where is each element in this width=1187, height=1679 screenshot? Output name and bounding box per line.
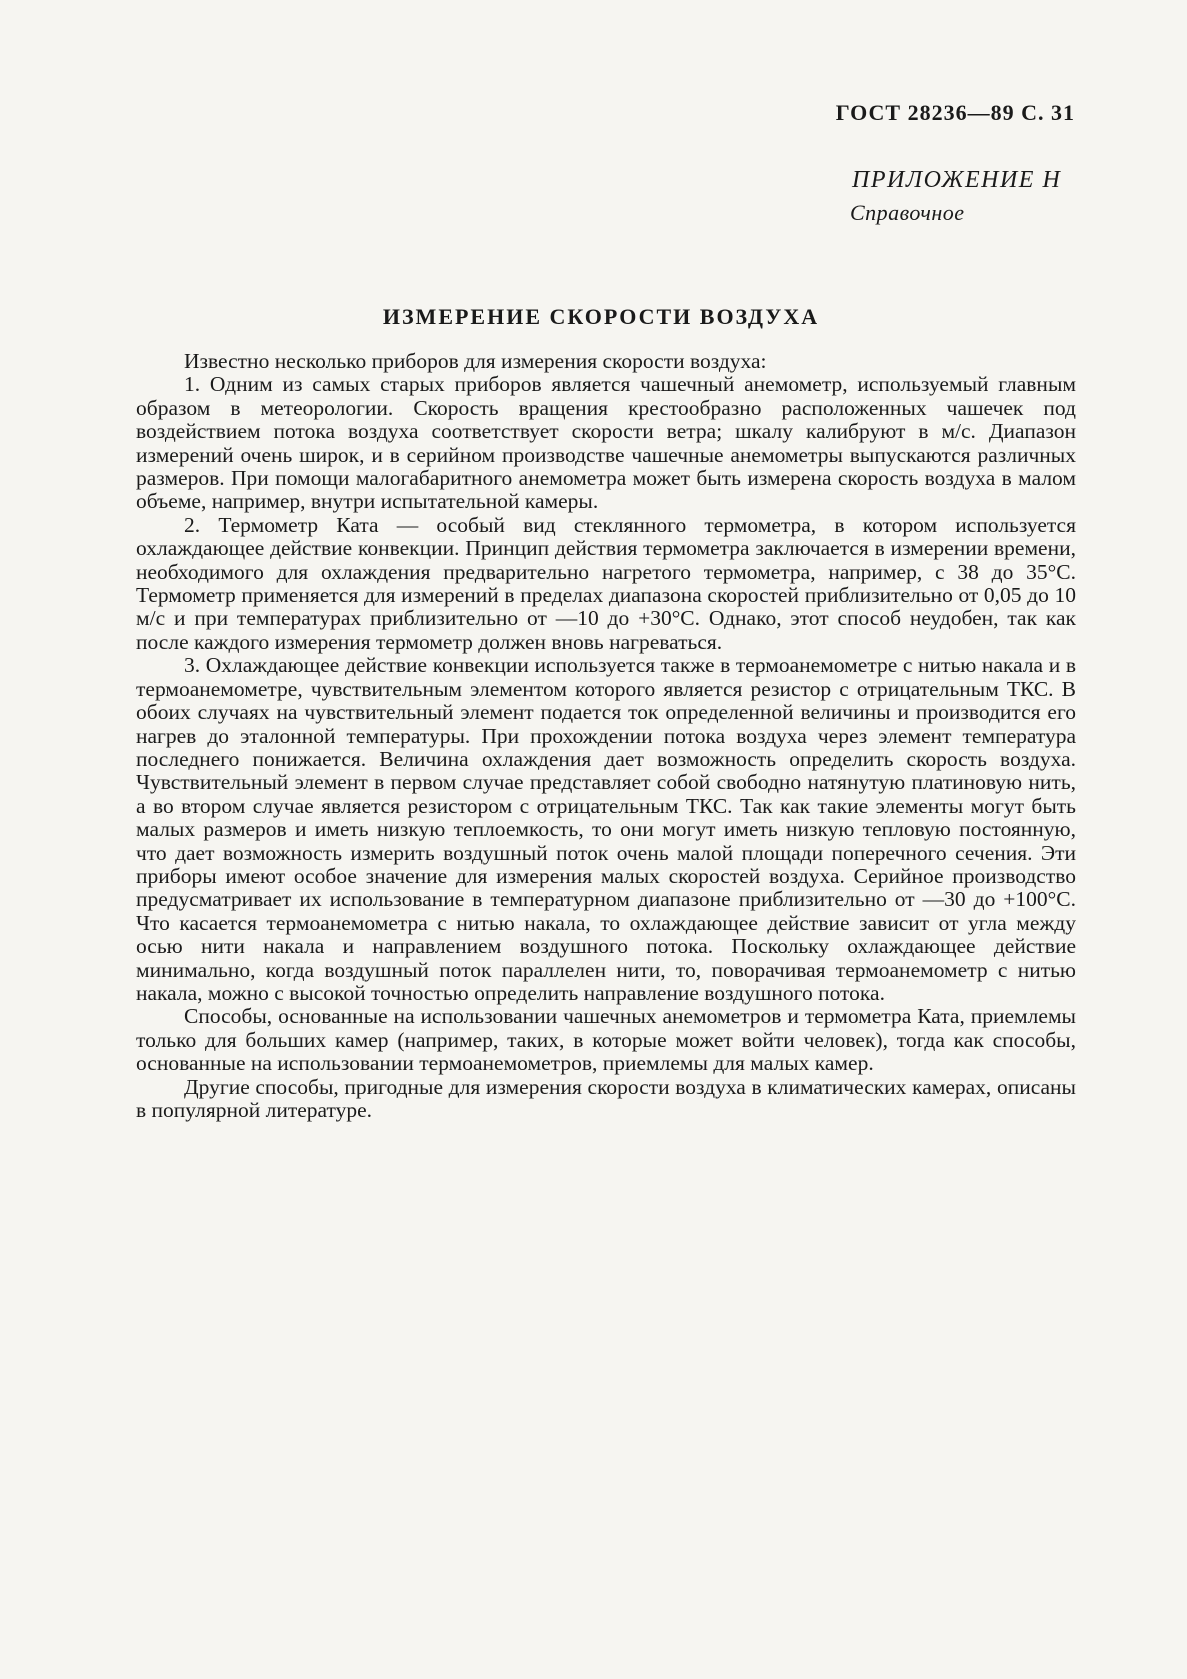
appendix-type: Справочное — [850, 200, 965, 225]
paragraph-kata-thermometer: 2. Термометр Ката — особый вид стеклянного термометра, в котором используется охлаждающее действие конвекции. Принцип действия термометра заключается в измерении времени, необходимого для охлаждения предварительно нагретого термометра, например, с 38 до 35°С. Термометр применяется для измерений в пределах диапазона скоростей приблизительно от 0,05 до 10 м/с и при температурах приблизительно от —10 до +30°С. Однако, этот способ неудобен, так как после каждого измерения термометр должен вновь нагреваться. — [136, 512, 1076, 654]
body-text — [136, 350, 1076, 1122]
paragraph-cup-anemometer: 1. Одним из самых старых приборов является чашечный анемометр, используемый главным образом в метеорологии. Скорость вращения крестообразно расположенных чашечек под воздействием потока воздуха соответствует скорости ветра; шкалу калибруют в м/с. Диапазон измерений очень широк, и в серийном производстве чашечные анемометры выпускаются различных размеров. При помощи малогабаритного анемометра может быть измерена скорость воздуха в малом объеме, например, внутри испытательной камеры. — [136, 372, 1076, 514]
paragraph-thermoanemometer: 3. Охлаждающее действие конвекции используется также в термоанемометре с нитью накала и в термоанемометре, чувствительным элементом которого является резистор с отрицательным ТКС. В обоих случаях на чувствительный элемент подается ток определенной величины и производится его нагрев до эталонной температуры. При прохождении потока воздуха через элемент температура последнего понижается. Величина охлаждения дает возможность определить скорость воздуха. Чувствительный элемент в первом случае представляет собой свободно натянутую платиновую нить, а во втором случае является резистором с отрицательным ТКС. Так как такие элементы могут быть малых размеров и иметь низкую теплоемкость, то они могут иметь низкую тепловую постоянную, что дает возможность измерить воздушный поток очень малой площади поперечного сечения. Эти приборы имеют особое значение для измерения малых скоростей воздуха. Серийное производство предусматривает их использование в температурном диапазоне приблизительно от —30 до +100°С. Что касается термоанемометра с нитью накала, то охлаждающее действие зависит от угла между осью нити накала и направлением воздушного потока. Поскольку охлаждающее действие минимально, когда воздушный поток параллелен нити, то, поворачивая термоанемометр с нитью накала, можно с высокой точностью определить направление воздушного потока. — [136, 653, 1076, 1005]
paragraph-methods-comparison: Способы, основанные на использовании чашечных анемометров и термометра Ката, приемлемы только для больших камер (например, таких, в которые может войти человек), тогда как способы, основанные на использовании термоанемометров, приемлемы для малых камер. — [136, 1004, 1076, 1076]
paragraph-other-methods: Другие способы, пригодные для измерения скорости воздуха в климатических камерах, описаны в популярной литературе. — [136, 1074, 1076, 1122]
appendix-label: ПРИЛОЖЕНИЕ Н — [852, 167, 1062, 193]
page-header-standard: ГОСТ 28236—89 С. 31 — [835, 100, 1075, 125]
document-title: ИЗМЕРЕНИЕ СКОРОСТИ ВОЗДУХА — [382, 304, 820, 329]
paragraph-intro: Известно несколько приборов для измерения скорости воздуха: — [184, 349, 767, 373]
